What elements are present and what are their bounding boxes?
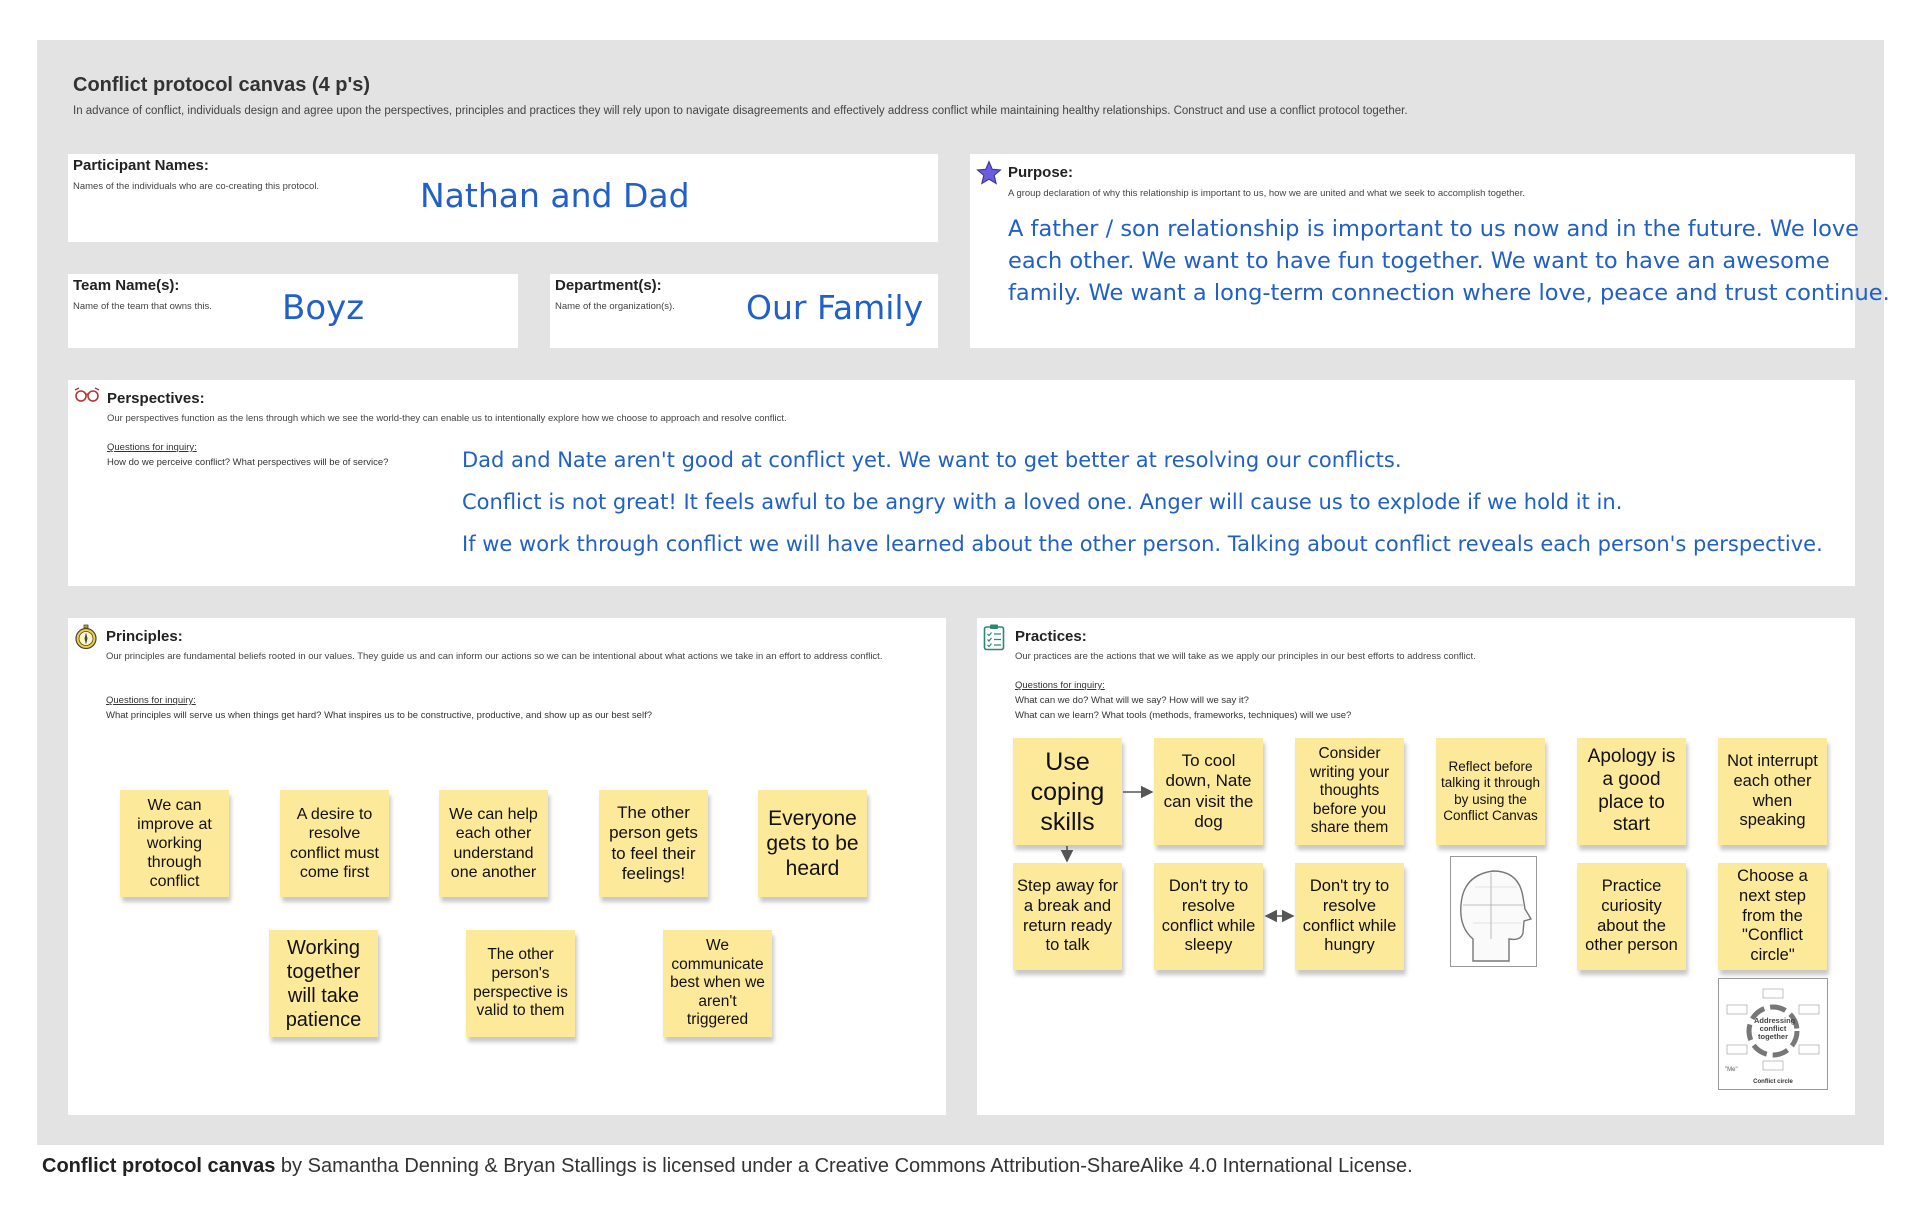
conflict-circle-me-label: "Me" bbox=[1725, 1067, 1738, 1073]
participants-label: Participant Names: bbox=[73, 157, 209, 174]
perspectives-line-1[interactable]: Dad and Nate aren't good at conflict yet. We want to get better at resolving our conflicts. bbox=[462, 448, 1402, 472]
license-footer bbox=[42, 1155, 1413, 1178]
practice-note[interactable]: Not interrupt each other when speaking bbox=[1718, 738, 1827, 845]
department-label: Department(s): bbox=[555, 277, 662, 294]
practice-note[interactable]: Choose a next step from the "Conflict circle" bbox=[1718, 863, 1827, 970]
perspectives-label: Perspectives: bbox=[107, 390, 205, 407]
principle-note[interactable]: Working together will take patience bbox=[269, 930, 378, 1037]
principle-note[interactable]: We communicate best when we aren't triggered bbox=[663, 930, 772, 1037]
head-silhouette-icon bbox=[1451, 857, 1536, 966]
principle-note[interactable]: We can help each other understand one another bbox=[439, 790, 548, 897]
practices-label: Practices: bbox=[1015, 628, 1087, 645]
perspectives-questions-heading: Questions for inquiry: bbox=[107, 442, 197, 453]
conflict-circle-center-text: Addressing conflict together bbox=[1754, 1016, 1796, 1041]
perspectives-description: Our perspectives function as the lens through which we see the world-they can enable us to intentionally explore how we choose to approach and resolve conflict. bbox=[107, 413, 787, 424]
purpose-line-2[interactable]: each other. We want to have fun together. We want to have an awesome bbox=[1008, 248, 1830, 274]
conflict-circle-thumbnail[interactable] bbox=[1718, 978, 1828, 1090]
license-title: Conflict protocol canvas bbox=[42, 1155, 276, 1177]
practices-questions-heading: Questions for inquiry: bbox=[1015, 680, 1105, 691]
practices-description: Our practices are the actions that we will take as we apply our principles in our best efforts to address conflict. bbox=[1015, 651, 1476, 662]
purpose-description: A group declaration of why this relationship is important to us, how we are united and what we seek to accomplish together. bbox=[1008, 188, 1525, 199]
principles-description: Our principles are fundamental beliefs rooted in our values. They guide us and can inform our actions so we can be intentional about what actions we take in an effort to address conflict. bbox=[106, 651, 883, 662]
principle-note[interactable]: The other person gets to feel their feelings! bbox=[599, 790, 708, 897]
practice-note[interactable]: To cool down, Nate can visit the dog bbox=[1154, 738, 1263, 845]
practice-note[interactable]: Use coping skills bbox=[1013, 738, 1122, 845]
practice-note[interactable]: Reflect before talking it through by using the Conflict Canvas bbox=[1436, 738, 1545, 845]
principle-note[interactable]: Everyone gets to be heard bbox=[758, 790, 867, 897]
conflict-canvas-thumbnail[interactable] bbox=[1450, 856, 1537, 967]
perspectives-line-2[interactable]: Conflict is not great! It feels awful to be angry with a loved one. Anger will cause us to explode if we hold it in. bbox=[462, 490, 1623, 514]
practice-note[interactable]: Don't try to resolve conflict while hungry bbox=[1295, 863, 1404, 970]
license-text: by Samantha Denning & Bryan Stallings is licensed under a Creative Commons Attribution-ShareAlike 4.0 International License. bbox=[275, 1155, 1413, 1177]
practice-note[interactable]: Apology is a good place to start bbox=[1577, 738, 1686, 845]
practice-note[interactable]: Practice curiosity about the other person bbox=[1577, 863, 1686, 970]
participants-description: Names of the individuals who are co-creating this protocol. bbox=[73, 181, 320, 192]
purpose-line-3[interactable]: family. We want a long-term connection where love, peace and trust continue. bbox=[1008, 280, 1890, 306]
principles-questions-heading: Questions for inquiry: bbox=[106, 695, 196, 706]
purpose-line-1[interactable]: A father / son relationship is important to us now and in the future. We love bbox=[1008, 216, 1860, 242]
conflict-circle-caption: Conflict circle bbox=[1753, 1079, 1793, 1085]
practice-note[interactable]: Step away for a break and return ready to talk bbox=[1013, 863, 1122, 970]
practice-note[interactable]: Consider writing your thoughts before you share them bbox=[1295, 738, 1404, 845]
principle-note[interactable]: The other person's perspective is valid to them bbox=[466, 930, 575, 1037]
principles-questions: What principles will serve us when things get hard? What inspires us to be constructive, productive, and show up as our best self? bbox=[106, 710, 652, 721]
canvas-subtitle: In advance of conflict, individuals design and agree upon the perspectives, principles and practices they will rely upon to navigate disagreements and effectively address conflict while maintaining healthy relationships. Construct and use a conflict protocol together. bbox=[73, 105, 1408, 117]
team-label: Team Name(s): bbox=[73, 277, 180, 294]
department-description: Name of the organization(s). bbox=[555, 301, 675, 312]
perspectives-line-3[interactable]: If we work through conflict we will have learned about the other person. Talking about conflict reveals each person's perspective. bbox=[462, 532, 1823, 556]
team-description: Name of the team that owns this. bbox=[73, 301, 212, 312]
canvas-title: Conflict protocol canvas (4 p's) bbox=[73, 74, 371, 96]
practice-note[interactable]: Don't try to resolve conflict while sleepy bbox=[1154, 863, 1263, 970]
principle-note[interactable]: A desire to resolve conflict must come first bbox=[280, 790, 389, 897]
principles-label: Principles: bbox=[106, 628, 183, 645]
practices-questions-2: What can we learn? What tools (methods, frameworks, techniques) will we use? bbox=[1015, 710, 1352, 721]
perspectives-questions: How do we perceive conflict? What perspectives will be of service? bbox=[107, 457, 389, 468]
purpose-label: Purpose: bbox=[1008, 164, 1074, 181]
team-value[interactable]: Boyz bbox=[282, 288, 365, 328]
participants-value[interactable]: Nathan and Dad bbox=[420, 176, 690, 215]
principle-note[interactable]: We can improve at working through conflict bbox=[120, 790, 229, 897]
department-value[interactable]: Our Family bbox=[746, 288, 924, 327]
practices-questions-1: What can we do? What will we say? How will we say it? bbox=[1015, 695, 1249, 706]
